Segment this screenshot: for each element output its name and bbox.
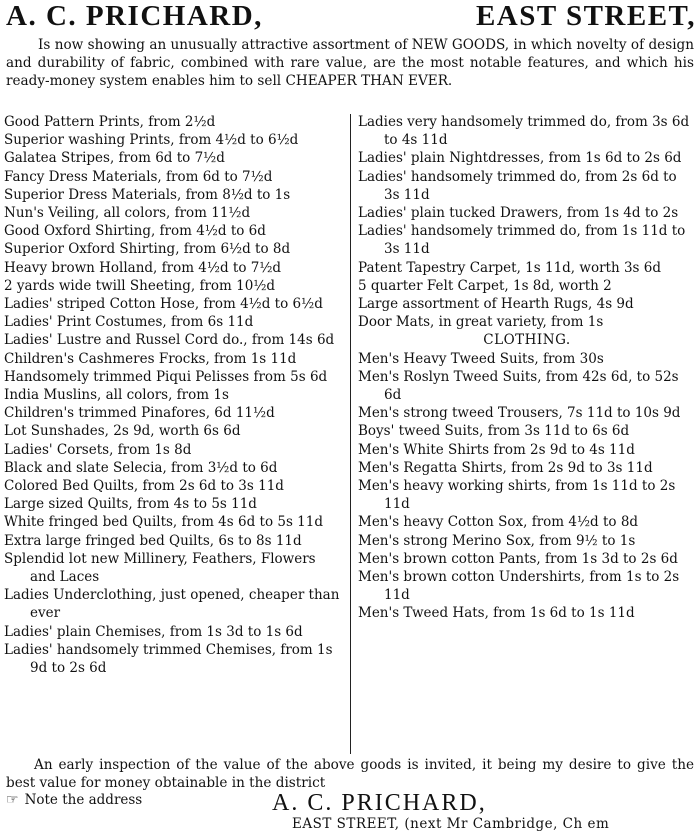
footer — [0, 790, 700, 832]
list-item: 2 yards wide twill Sheeting, from 10½d — [4, 277, 276, 294]
list-item: Men's White Shirts from 2s 9d to 4s 11d — [358, 441, 635, 458]
list-item: Men's brown cotton Undershirts, from 1s to 2s 11d — [358, 569, 680, 604]
list-item: Superior Dress Materials, from 8½d to 1s — [4, 186, 291, 203]
address-note — [6, 792, 142, 808]
list-item: Men's heavy working shirts, from 1s 11d to 2s 11d — [358, 478, 676, 513]
list-item: Good Pattern Prints, from 2½d — [4, 114, 216, 130]
list-item: Nun's Veiling, all colors, from 11½d — [4, 205, 251, 222]
left-column — [4, 113, 344, 753]
list-item: Ladies' handsomely trimmed Chemises, from 1s 9d to 2s 6d — [4, 641, 333, 677]
list-item: Ladies very handsomely trimmed do, from 3s 6d to 4s 11d — [358, 114, 690, 149]
signature: A. C. PRICHARD, — [272, 790, 487, 816]
pointing-hand-icon: ☞ — [6, 792, 19, 808]
closing-paragraph: An early inspection of the value of the above goods is invited, it being my desire to give the best value for money obtainable in the district — [6, 757, 694, 791]
list-item: Men's Tweed Hats, from 1s 6d to 1s 11d — [358, 605, 635, 622]
list-item: Ladies Underclothing, just opened, cheaper than ever — [4, 587, 340, 622]
right-column — [358, 113, 696, 753]
list-item: Men's strong Merino Sox, from 9½ to 1s — [358, 532, 636, 549]
list-item: Boys' tweed Suits, from 3s 11d to 6s 6d — [358, 423, 630, 440]
list-item: Colored Bed Quilts, from 2s 6d to 3s 11d — [4, 478, 284, 495]
list-item: Ladies' Print Costumes, from 6s 11d — [4, 314, 254, 331]
list-item: Men's Heavy Tweed Suits, from 30s — [358, 350, 604, 367]
list-item: Ladies' plain Chemises, from 1s 3d to 1s 6d — [4, 623, 303, 640]
list-item: Men's Regatta Shirts, from 2s 9d to 3s 11d — [358, 459, 653, 476]
list-item: Fancy Dress Materials, from 6d to 7½d — [4, 168, 273, 185]
list-item: White fringed bed Quilts, from 4s 6d to 5s 11d — [4, 514, 323, 531]
list-item: Door Mats, in great variety, from 1s — [358, 314, 604, 331]
list-item: Ladies' handsomely trimmed do, from 1s 11d to 3s 11d — [358, 223, 686, 258]
intro-paragraph: Is now showing an unusually attractive assortment of NEW GOODS, in which novelty of design and durability of fabric, combined with rare value, are the most notable features, and which his ready-money system enables him to sell CHEAPER THAN EVER. — [6, 37, 694, 89]
list-item: India Muslins, all colors, from 1s — [4, 387, 229, 404]
list-item: Ladies' plain tucked Drawers, from 1s 4d to 2s — [358, 205, 679, 222]
list-item: 5 quarter Felt Carpet, 1s 8d, worth 2 — [358, 277, 612, 294]
list-item: Galatea Stripes, from 6d to 7½d — [4, 150, 225, 167]
list-item: Children's trimmed Pinafores, 6d 11½d — [4, 405, 275, 422]
list-item: Splendid lot new Millinery, Feathers, Flowers and Laces — [4, 550, 316, 586]
list-item: Ladies' Corsets, from 1s 8d — [4, 441, 192, 458]
list-item: Black and slate Selecia, from 3½d to 6d — [4, 459, 278, 476]
note-text: Note the address — [24, 792, 143, 808]
list-item: Children's Cashmeres Frocks, from 1s 11d — [4, 350, 297, 367]
list-item: Ladies' plain Nightdresses, from 1s 6d to 2s 6d — [358, 150, 682, 167]
list-item: Ladies' handsomely trimmed do, from 2s 6d to 3s 11d — [358, 168, 677, 203]
list-item: Men's Roslyn Tweed Suits, from 42s 6d, to 52s 6d — [358, 368, 679, 404]
list-item: Ladies' striped Cotton Hose, from 4½d to 6½d — [4, 296, 323, 313]
list-item: Lot Sunshades, 2s 9d, worth 6s 6d — [4, 423, 241, 440]
list-item: Good Oxford Shirting, from 4½d to 6d — [4, 223, 266, 240]
list-item: Men's strong tweed Trousers, 7s 11d to 10s 9d — [358, 405, 681, 422]
list-item: Superior washing Prints, from 4½d to 6½d — [4, 132, 299, 149]
list-item: Handsomely trimmed Piqui Pelisses from 5s 6d — [4, 368, 328, 385]
list-item: Men's brown cotton Pants, from 1s 3d to 2s 6d — [358, 550, 678, 567]
column-divider — [350, 114, 351, 754]
list-item: Large assortment of Hearth Rugs, 4s 9d — [358, 296, 634, 313]
list-item: Ladies' Lustre and Russel Cord do., from 14s 6d — [4, 332, 335, 349]
headline — [6, 0, 696, 32]
list-item: Heavy brown Holland, from 4½d to 7½d — [4, 259, 282, 276]
list-item: Superior Oxford Shirting, from 6½d to 8d — [4, 241, 291, 258]
list-item: Men's heavy Cotton Sox, from 4½d to 8d — [358, 514, 639, 531]
address-line: EAST STREET, (next Mr Cambridge, Ch em — [292, 816, 610, 832]
merchant-name: A. C. PRICHARD, — [6, 0, 263, 32]
list-item: Extra large fringed bed Quilts, 6s to 8s 11d — [4, 532, 302, 549]
list-item: Patent Tapestry Carpet, 1s 11d, worth 3s 6d — [358, 259, 661, 276]
street-name: EAST STREET, — [475, 0, 696, 32]
list-item: Large sized Quilts, from 4s to 5s 11d — [4, 496, 257, 513]
clothing-heading: CLOTHING. — [483, 332, 571, 349]
